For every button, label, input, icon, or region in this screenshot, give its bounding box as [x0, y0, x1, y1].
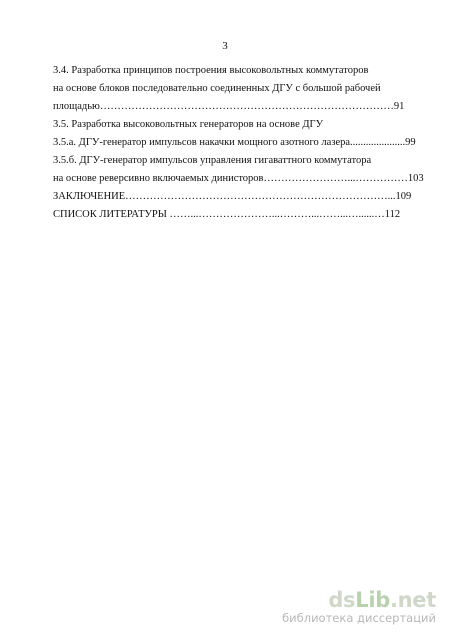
toc-line: на основе реверсивно включаемых динисторов……………………...……………103 — [53, 173, 424, 184]
toc-line: на основе блоков последовательно соединенных ДГУ с большой рабочей — [53, 83, 381, 94]
watermark — [282, 589, 436, 625]
toc-line: 3.5.а. ДГУ-генератор импульсов накачки мощного азотного лазера.....................99 — [53, 137, 416, 148]
toc-line: 3.5. Разработка высоковольтных генераторов на основе ДГУ — [53, 119, 324, 130]
toc-line: 3.4. Разработка принципов построения высоковольтных коммутаторов — [53, 65, 369, 76]
toc-line: ЗАКЛЮЧЕНИЕ…………………………………………………………………...109 — [53, 191, 412, 202]
watermark-tagline: библиотека диссертаций — [282, 611, 436, 625]
toc-line: площадью…………………………………………………………………………91 — [53, 101, 405, 112]
watermark-logo-net: .net — [389, 588, 436, 612]
watermark-logo-ds: ds — [328, 588, 356, 612]
toc-line: СПИСОК ЛИТЕРАТУРЫ ……...…………………...………...……...…......…112 — [53, 209, 401, 220]
watermark-logo — [282, 589, 436, 611]
toc-line: 3.5.б. ДГУ-генератор импульсов управления гигаваттного коммутатора — [53, 155, 372, 166]
table-of-contents — [53, 62, 425, 224]
page-number: 3 — [222, 40, 228, 52]
watermark-logo-lib: Lib — [355, 588, 390, 612]
